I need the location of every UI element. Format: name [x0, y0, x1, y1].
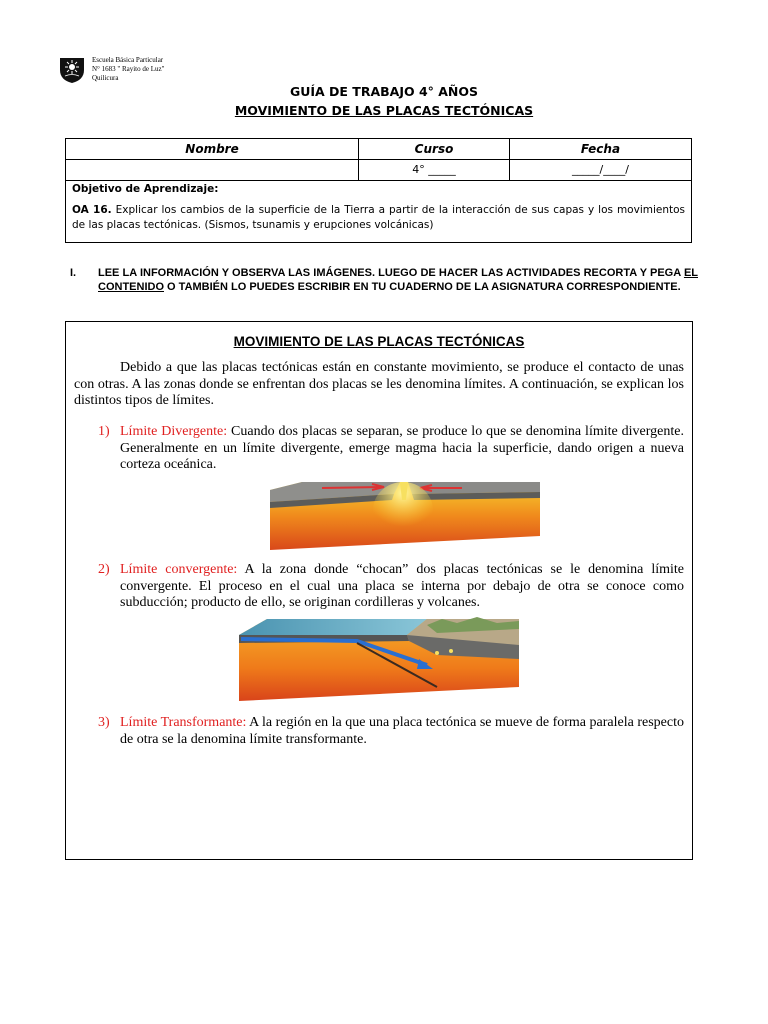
item-number-1: 1): [98, 424, 110, 439]
name-header: Nombre: [66, 139, 359, 159]
content-title: MOVIMIENTO DE LAS PLACAS TECTÓNICAS: [233, 334, 525, 349]
divergent-boundary-image: [262, 480, 544, 552]
student-info-table: [65, 138, 692, 243]
page-subtitle: MOVIMIENTO DE LAS PLACAS TECTÓNICAS: [234, 103, 534, 118]
convergent-boundary-text: Límite convergente: A la zona donde “chocan” dos placas tectónicas se le denomina límite convergente. El proceso en el cual una placa se interna por debajo de otra se conoce como subducción; producto de ello, se originan cordilleras y volcanes.: [120, 562, 684, 610]
name-field[interactable]: [66, 159, 359, 180]
objective-label: Objetivo de Aprendizaje:: [72, 183, 219, 195]
date-field[interactable]: _____/____/: [510, 159, 691, 180]
instruction-number: I.: [70, 267, 77, 279]
instruction-text: LEE LA INFORMACIÓN Y OBSERVA LAS IMÁGENES. LUEGO DE HACER LAS ACTIVIDADES RECORTA Y PEGA EL CONTENIDO O TAMBIÉN LO PUEDES ESCRIBIR EN TU CUADERNO DE LA ASIGNATURA CORRESPONDIENTE.: [98, 267, 698, 293]
date-header: Fecha: [580, 142, 621, 156]
objective-text: OA 16. Explicar los cambios de la superficie de la Tierra a partir de la interacción de sus capas y los movimientos de las placas tectónicas. (Sismos, tsunamis y erupciones volcánicas): [72, 204, 686, 231]
school-name: Escuela Básica Particular N° 1683 " Rayito de Luz" Quilicura: [92, 56, 165, 82]
item-number-2: 2): [98, 562, 110, 577]
item-number-3: 3): [98, 715, 110, 730]
course-header: Curso: [359, 139, 510, 159]
page-title: GUÍA DE TRABAJO 4° AÑOS: [289, 84, 479, 99]
course-field[interactable]: 4° _____: [359, 159, 510, 180]
divergent-boundary-text: Límite Divergente: Cuando dos placas se separan, se produce lo que se denomina límite divergente. Generalmente en un límite divergente, emerge magma hacia la superficie, dando origen a nueva corteza oceánica.: [120, 424, 684, 472]
learning-objective: [66, 180, 691, 235]
intro-paragraph: Debido a que las placas tectónicas están en constante movimiento, se produce el contacto de unas con otras. A las zonas donde se enfrentan dos placas se les denomina límites. A continuación, se explican los distintos tipos de límites.: [74, 360, 684, 408]
transform-boundary-text: Límite Transformante: A la región en la que una placa tectónica se mueve de forma paralela respecto de otra se la denomina límite transformante.: [120, 715, 684, 747]
convergent-boundary-image: [237, 615, 521, 703]
school-logo: [58, 56, 86, 84]
